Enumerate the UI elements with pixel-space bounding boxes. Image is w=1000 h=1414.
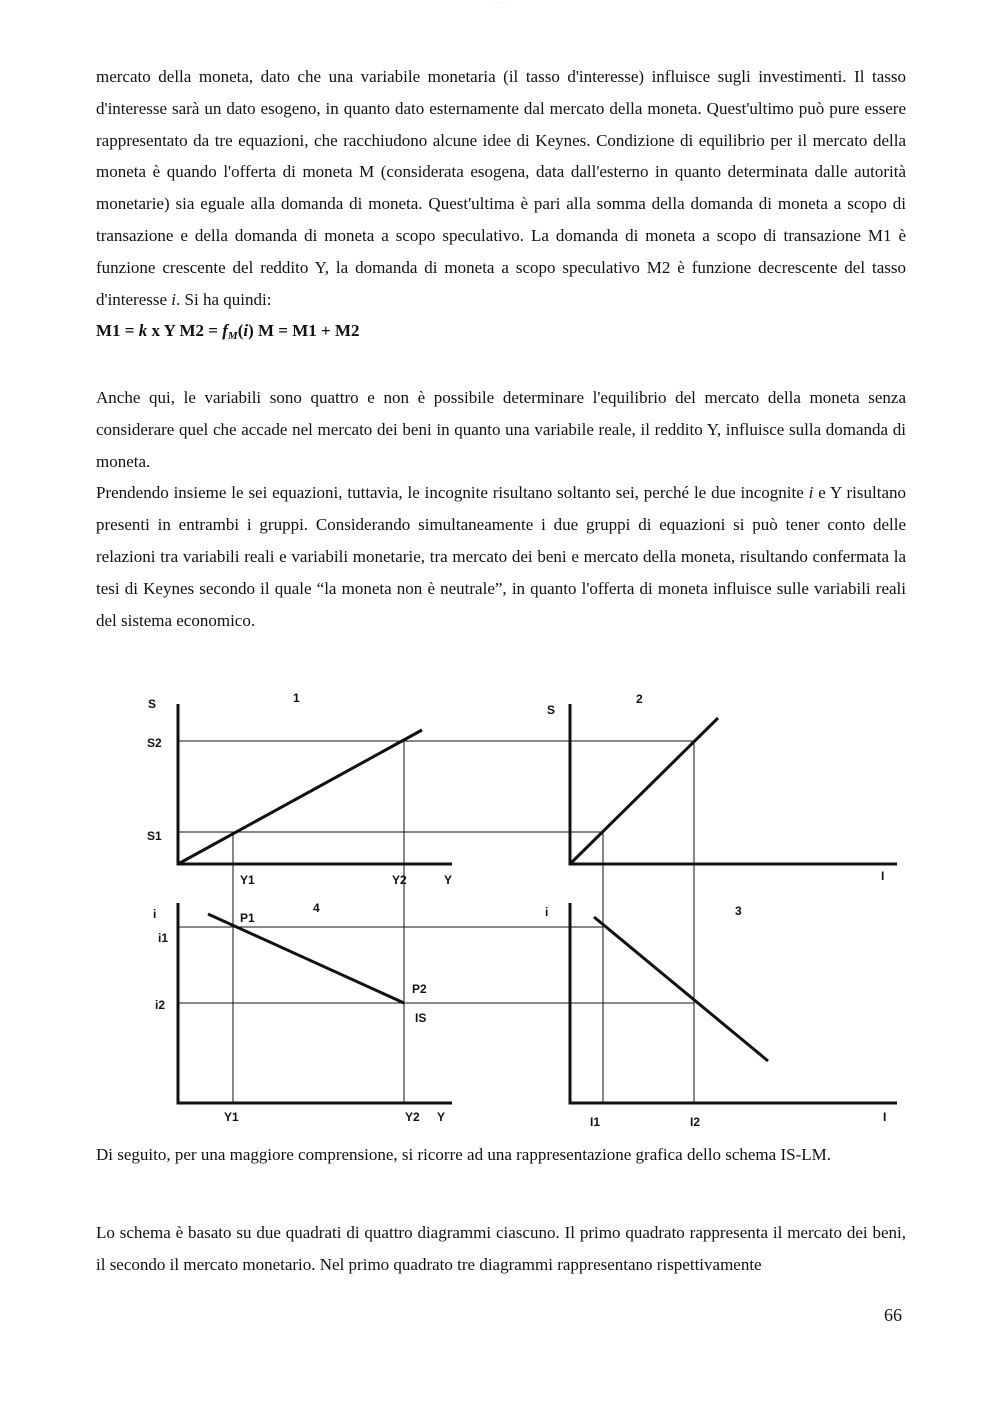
panel1-number: 1 <box>293 691 300 705</box>
panel1-y-axis-label: S <box>148 697 157 711</box>
panel3-x-axis-label: I <box>883 1110 887 1124</box>
panel3-tick-i2: I2 <box>690 1115 701 1129</box>
panel1-tick-s2: S2 <box>147 736 162 750</box>
panel1-tick-y2: Y2 <box>392 873 407 887</box>
panel2-x-axis-label: I <box>881 869 885 883</box>
equation-line: M1 = k x Y $M2 = f_M(i) M = M1 + M2$ <box>96 321 360 343</box>
panel4-x-axis-label: Y <box>437 1110 446 1124</box>
panel1-x-axis-label: Y <box>444 873 453 887</box>
saving-investment-line <box>570 718 718 864</box>
panel3-tick-i1: I1 <box>590 1115 601 1129</box>
panel3-number: 3 <box>735 904 742 918</box>
text-block-bottom <box>96 1217 906 1281</box>
panel2-axes <box>570 704 897 864</box>
paragraph-schema: Lo schema è basato su due quadrati di quattro diagrammi ciascuno. Il primo quadrato rappresenta il mercato dei beni, il secondo il mercato monetario. Nel primo quadrato tre diagrammi rappresentano rispettivamente <box>96 1223 906 1274</box>
panel4-is-label: IS <box>415 1011 427 1025</box>
saving-function-line <box>178 730 422 864</box>
panel4-number: 4 <box>313 901 320 915</box>
panel4-tick-y2: Y2 <box>405 1110 420 1124</box>
panel2-y-axis-label: S <box>547 703 556 717</box>
panel4-tick-y1: Y1 <box>224 1110 239 1124</box>
panel4-y-axis-label: i <box>153 907 157 921</box>
figure-guide-lines <box>178 741 694 1103</box>
panel3-y-axis-label: i <box>545 905 549 919</box>
panel4-tick-i2: i2 <box>155 998 166 1012</box>
figure-labels <box>147 691 886 1129</box>
figure-curves <box>178 718 768 1061</box>
panel4-tick-i1: i1 <box>158 931 169 945</box>
paragraph-variables: Anche qui, le variabili sono quattro e non è possibile determinare l'equilibrio del mercato della moneta senza considerare quel che accade nel mercato dei beni in quanto una variabile reale, il reddito Y, influisce sulla domanda di moneta. <box>96 388 906 471</box>
header-watermark: · · · · · <box>494 0 506 5</box>
figure-axes <box>178 704 897 1103</box>
investment-function-line <box>594 917 768 1061</box>
paragraph-six-equations: Prendendo insieme le sei equazioni, tuttavia, le incognite risultano soltanto sei, perché le due incognite i e Y risultano presenti in entrambi i gruppi. Considerando simultaneamente i due gruppi di equazioni si può tener conto delle relazioni tra variabili reali e variabili monetarie, tra mercato dei beni e mercato della moneta, risultando confermata la tesi di Keynes secondo il quale “la moneta non è neutrale”, in quanto l'offerta di moneta influisce sulle variabili reali del sistema economico. <box>96 483 907 630</box>
panel1-tick-s1: S1 <box>147 829 162 843</box>
panel4-point-p2: P2 <box>412 982 427 996</box>
figure-caption: Di seguito, per una maggiore comprensione, si ricorre ad una rappresentazione grafica dello schema IS-LM. <box>96 1145 831 1164</box>
panel1-tick-y1: Y1 <box>240 873 255 887</box>
page-number: 66 <box>884 1305 902 1325</box>
panel4-point-p1: P1 <box>240 911 255 925</box>
panel2-number: 2 <box>636 692 643 706</box>
paragraph-money-market: mercato della moneta, dato che una variabile monetaria (il tasso d'interesse) influisce sugli investimenti. Il tasso d'interesse sarà un dato esogeno, in quanto dato esternamente dal mercato della moneta. Quest'ultimo può pure essere rappresentato da tre equazioni, che racchiudono alcune idee di Keynes. Condizione di equilibrio per il mercato della moneta è quando l'offerta di moneta M (considerata esogena, data dall'esterno in quanto determinata dalle autorità monetarie) sia eguale alla domanda di moneta. Quest'ultima è pari alla somma della domanda di moneta a scopo di transazione e della domanda di moneta a scopo speculativo. La domanda di moneta a scopo di transazione M1 è funzione crescente del reddito Y, la domanda di moneta a scopo speculativo M2 è funzione decrescente del tasso d'interesse i. Si ha quindi: <box>96 67 906 309</box>
